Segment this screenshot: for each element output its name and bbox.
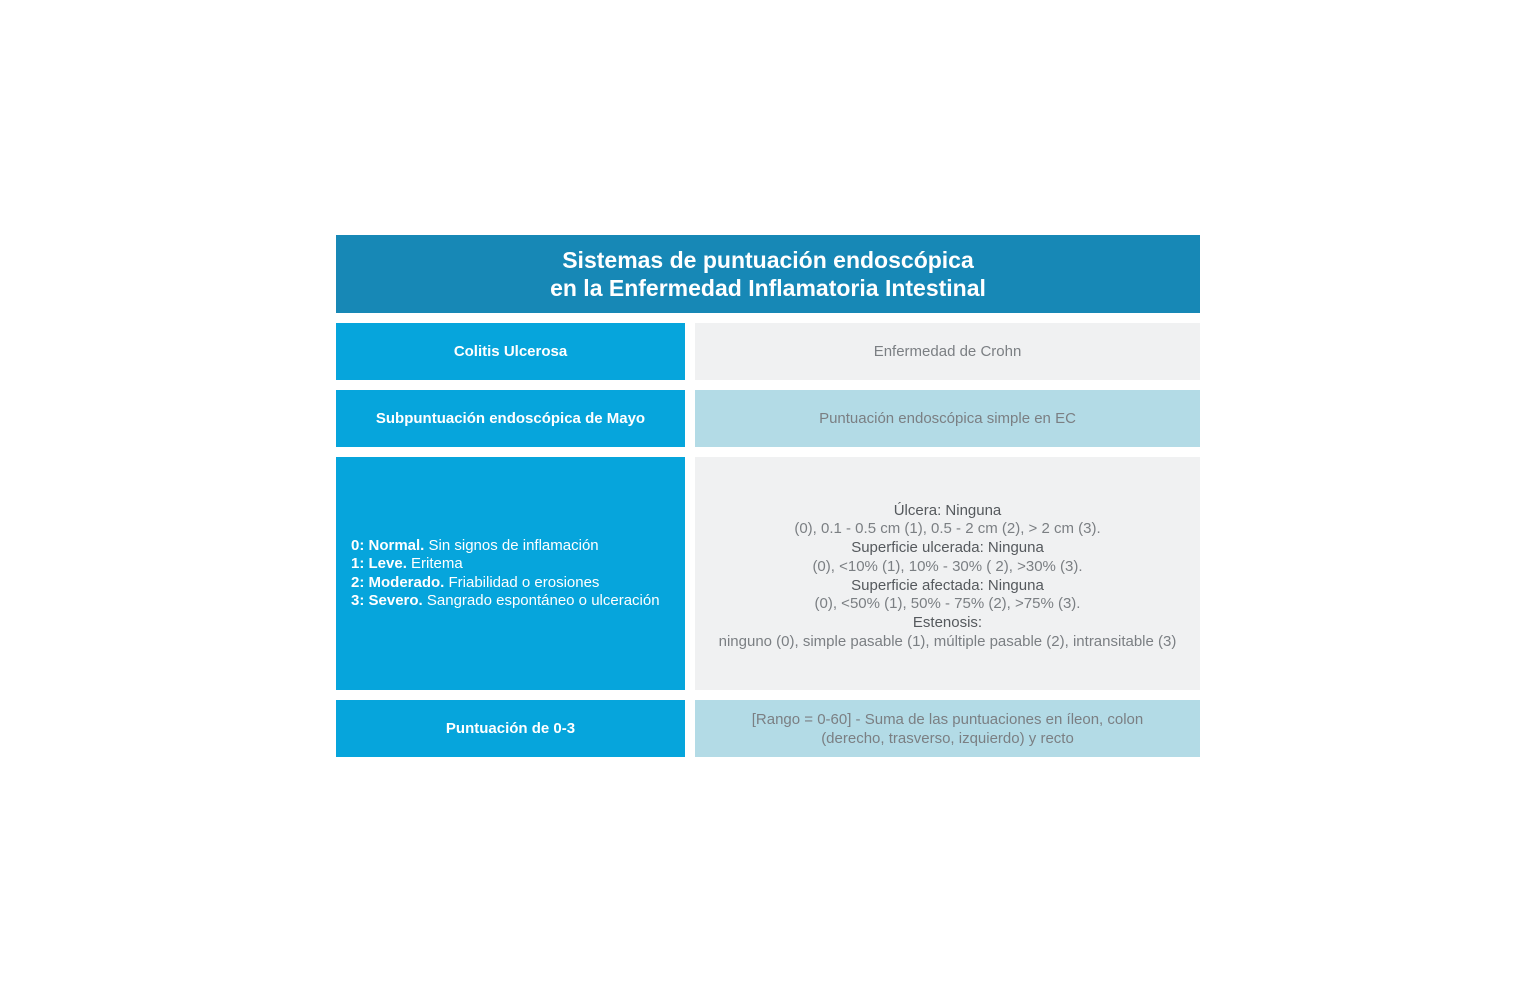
sescd-range-cell bbox=[695, 700, 1200, 757]
mayo-score-name: Subpuntuación endoscópica de Mayo bbox=[375, 410, 646, 427]
sescd-criteria-cell bbox=[695, 457, 1200, 690]
mayo-level-label: 3: Severo. bbox=[351, 592, 423, 609]
mayo-level-item bbox=[351, 537, 599, 556]
mayo-range-label: Puntuación de 0-3 bbox=[445, 720, 576, 737]
mayo-score-name-cell bbox=[336, 390, 685, 447]
sescd-criterion-values: (0), 0.1 - 0.5 cm (1), 0.5 - 2 cm (2), > 2 cm (3). bbox=[794, 520, 1101, 538]
mayo-levels-cell bbox=[336, 457, 685, 690]
sescd-criterion-values: ninguno (0), simple pasable (1), múltiple pasable (2), intransitable (3) bbox=[718, 632, 1177, 650]
sescd-criterion-values: (0), <50% (1), 50% - 75% (2), >75% (3). bbox=[814, 595, 1081, 613]
mayo-level-label: 2: Moderado. bbox=[351, 573, 445, 591]
mayo-level-item bbox=[351, 592, 660, 611]
sescd-criterion-header: Estenosis: bbox=[912, 613, 983, 631]
sescd-range-line-1: [Rango = 0-60] - Suma de las puntuaciones en íleon, colon bbox=[751, 710, 1144, 728]
sescd-score-name: Puntuación endoscópica simple en EC bbox=[819, 410, 1076, 427]
mayo-range-cell bbox=[336, 700, 685, 757]
sescd-criterion-header: Superficie afectada: Ninguna bbox=[851, 576, 1044, 594]
sescd-score-name-cell bbox=[695, 390, 1200, 447]
sescd-criterion-header: Úlcera: Ninguna bbox=[893, 501, 1002, 519]
cd-header-cell bbox=[695, 323, 1200, 380]
sescd-criterion-values: (0), <10% (1), 10% - 30% ( 2), >30% (3). bbox=[812, 557, 1083, 575]
sescd-range-line-2: (derecho, trasverso, izquierdo) y recto bbox=[821, 729, 1074, 747]
mayo-level-desc: Friabilidad o erosiones bbox=[444, 573, 600, 591]
title-line-1: Sistemas de puntuación endoscópica bbox=[562, 247, 974, 273]
mayo-level-item bbox=[351, 555, 463, 574]
uc-header-cell bbox=[336, 323, 685, 380]
mayo-level-item bbox=[351, 574, 599, 593]
mayo-level-desc: Eritema bbox=[406, 555, 463, 572]
cd-header-label: Enfermedad de Crohn bbox=[873, 343, 1022, 360]
sescd-criterion-header: Superficie ulcerada: Ninguna bbox=[851, 539, 1044, 557]
uc-header-label: Colitis Ulcerosa bbox=[453, 343, 568, 360]
mayo-level-desc: Sin signos de inflamación bbox=[424, 536, 599, 554]
title-line-2: en la Enfermedad Inflamatoria Intestinal bbox=[550, 275, 986, 301]
mayo-level-desc: Sangrado espontáneo o ulceración bbox=[422, 592, 660, 609]
mayo-level-label: 1: Leve. bbox=[351, 555, 407, 572]
table-title bbox=[336, 235, 1200, 313]
mayo-level-label: 0: Normal. bbox=[351, 536, 425, 554]
